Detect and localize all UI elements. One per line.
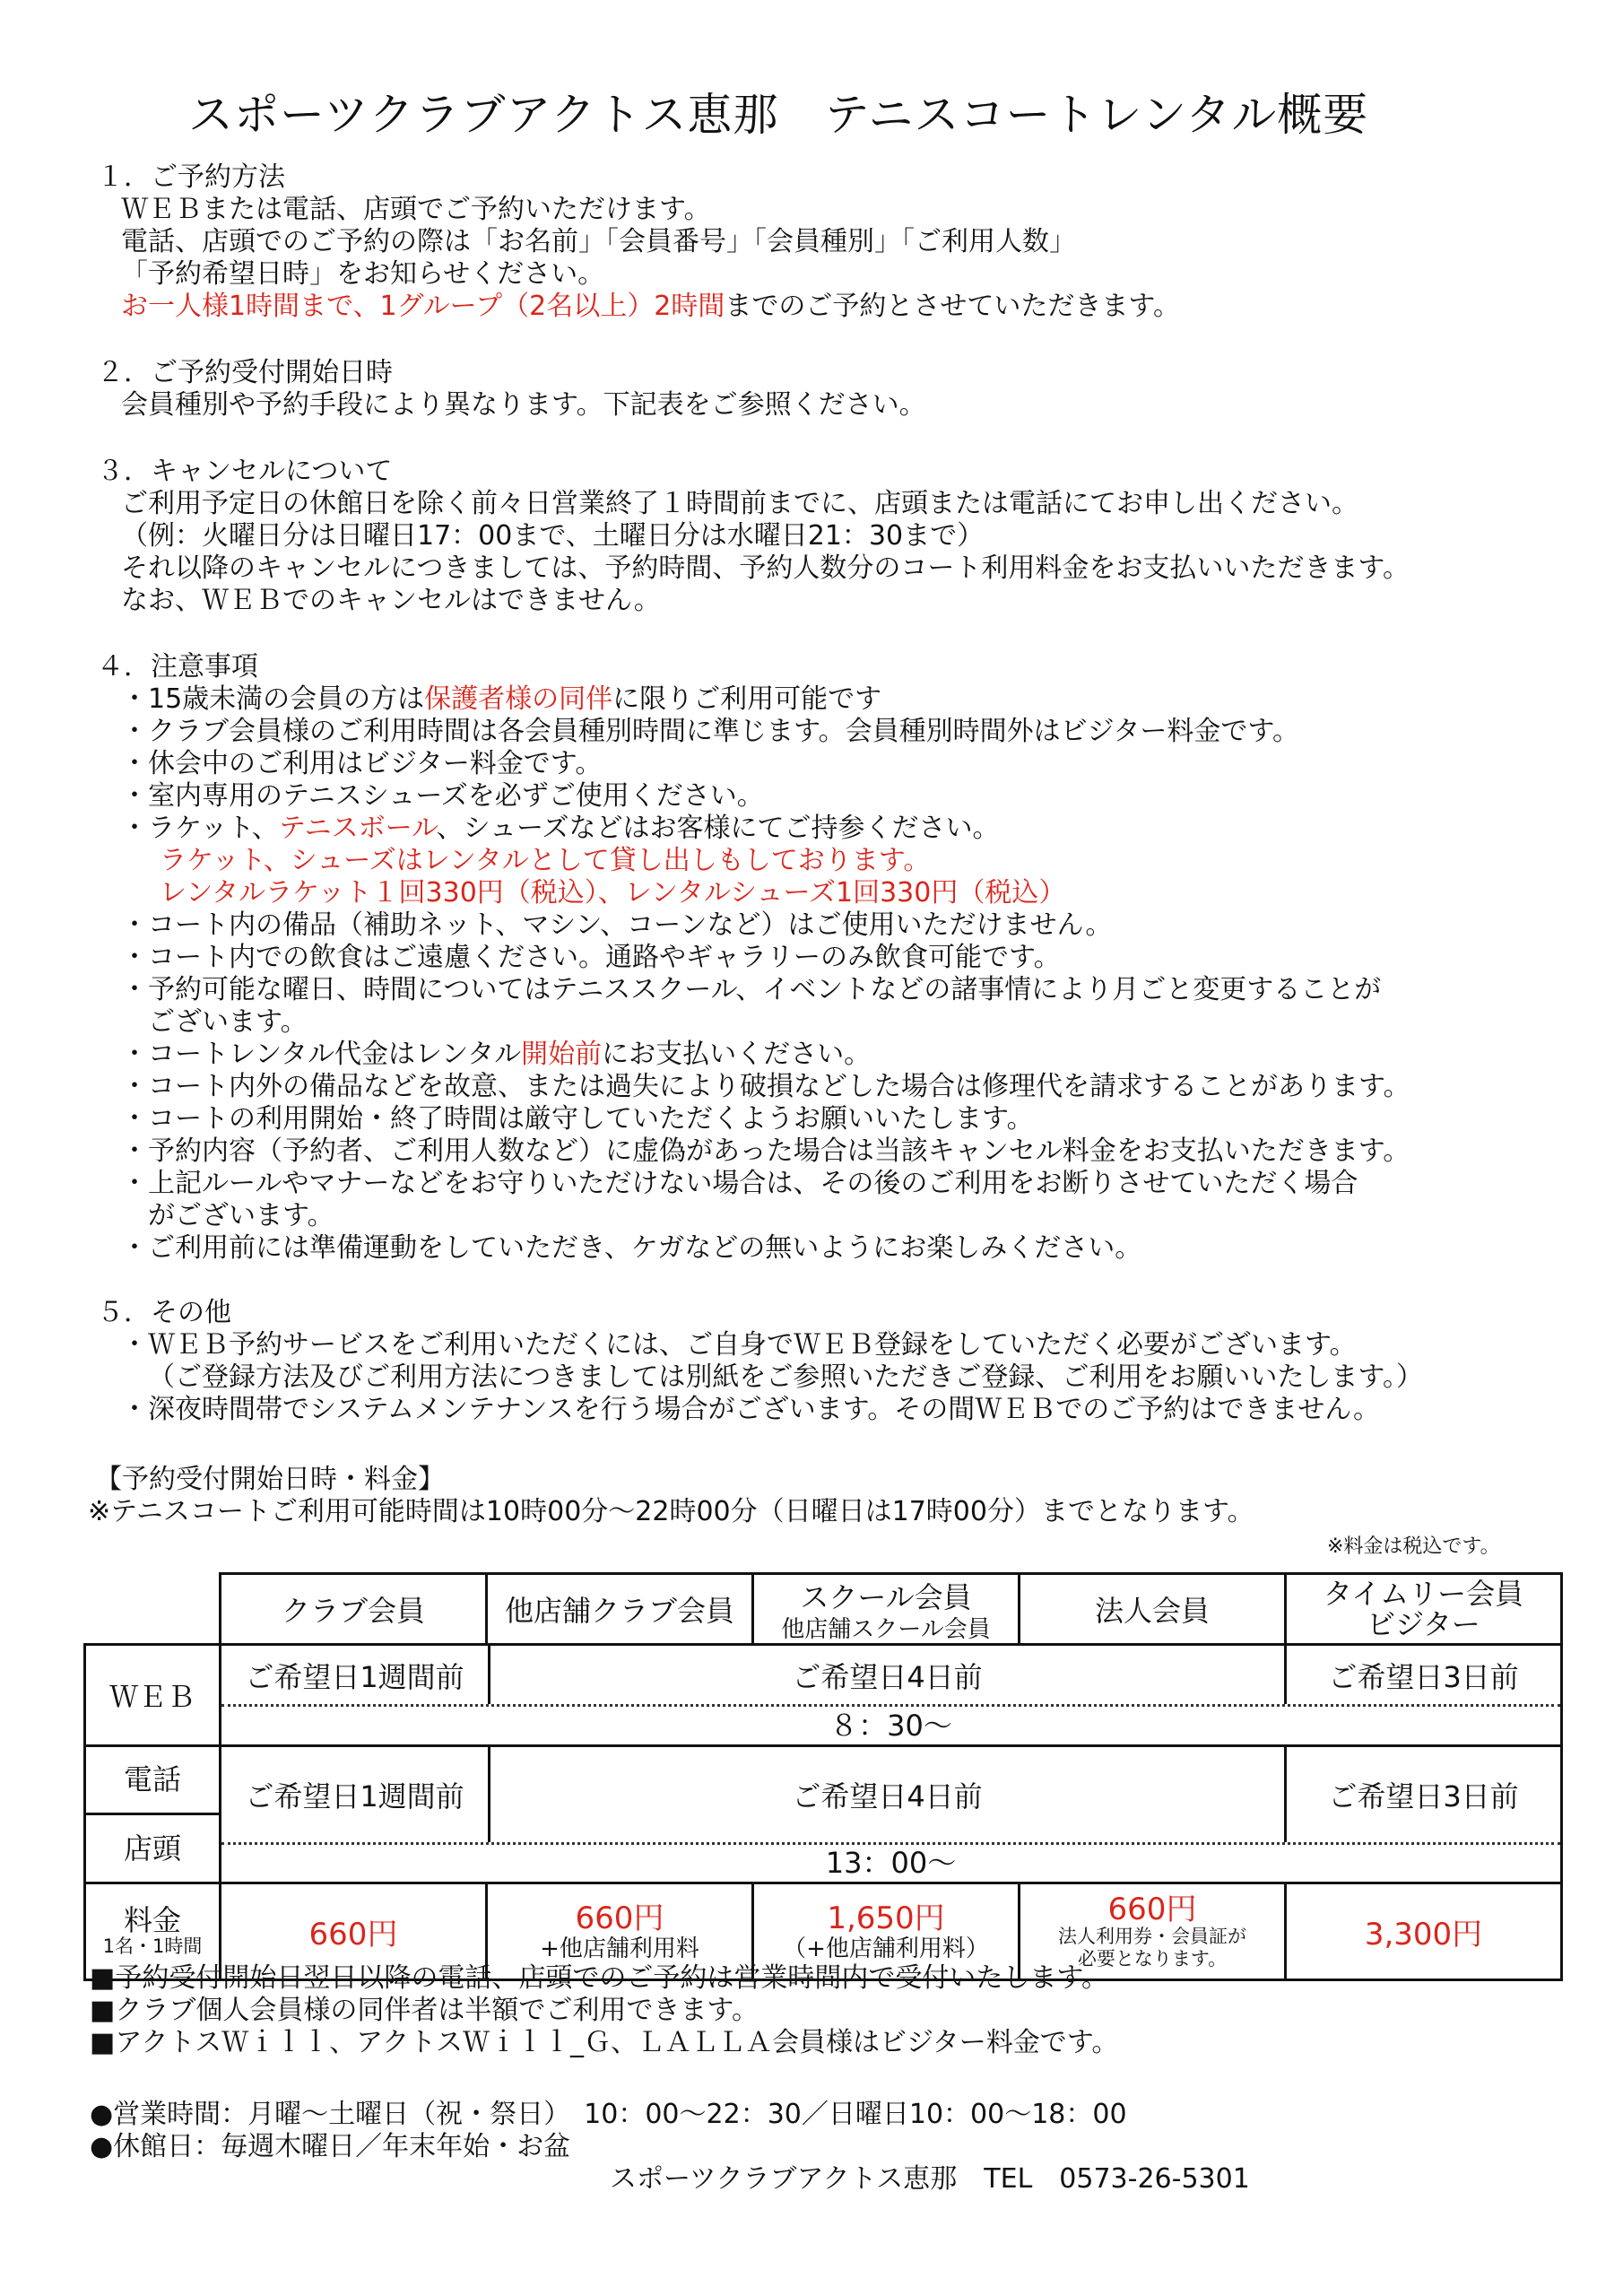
phone-start-time: 13：00～ <box>221 1842 1560 1882</box>
table-row-web <box>85 1645 1562 1746</box>
section-1-line: ＷＥＢまたは電話、店頭でご予約いただけます。 <box>121 194 711 225</box>
header-corporate: 法人会員 <box>1020 1574 1286 1645</box>
table-heading: 【予約受付開始日時・料金】 <box>95 1464 445 1495</box>
web-schedule-cell <box>221 1645 1562 1746</box>
fee-corporate-note: 法人利用券・会員証が <box>1058 1925 1246 1947</box>
other-item: ・ＷＥＢ予約サービスをご利用いただくには、ご自身でＷＥＢ登録をしていただく必要がございます。 <box>121 1329 1357 1361</box>
header-club: クラブ会員 <box>221 1574 487 1645</box>
section-1-line: 電話、店頭でのご予約の際は「お名前」「会員番号」「会員種別」「ご利用人数」 <box>121 226 1076 257</box>
section-4-heading: ４．注意事項 <box>97 651 258 683</box>
notice-item-cont: がございます。 <box>148 1200 334 1231</box>
section-5-heading: ５．その他 <box>97 1297 231 1328</box>
section-3-line: なお、ＷＥＢでのキャンセルはできません。 <box>121 585 661 616</box>
tax-note: ※料金は税込です。 <box>1327 1535 1500 1558</box>
notice-item: ・コート内外の備品などを故意、または過失により破損などした場合は修理代を請求することがあります。 <box>121 1071 1410 1102</box>
web-start-time: ８：30～ <box>221 1704 1560 1744</box>
table-note: ■アクトスＷｉｌｌ、アクトスＷｉｌｌ_Ｇ、ＬＡＬＬＡ会員様はビジター料金です。 <box>90 2027 1119 2058</box>
fee-label-sub: 1名・1時間 <box>102 1935 203 1957</box>
row-label-phone <box>85 1746 221 1883</box>
table-row-phone <box>85 1746 1562 1883</box>
fee-school-sub: （+他店舗利用料） <box>783 1935 989 1962</box>
fee-corporate-note: 必要となります。 <box>1077 1947 1228 1970</box>
section-3-heading: ３．キャンセルについて <box>97 456 393 487</box>
line-text: ・ラケット、 <box>121 813 279 844</box>
line-text: に限りご利用可能です <box>612 683 882 715</box>
red-highlight: 開始前 <box>521 1039 603 1070</box>
table-header-row <box>85 1574 1562 1645</box>
notice-item <box>121 683 881 716</box>
line-text: ・15歳未満の会員の方は <box>121 683 425 715</box>
notice-item: ・室内専用のテニスシューズを必ずご使用ください。 <box>121 780 764 812</box>
table-note: ■予約受付開始日翌日以降の電話、店頭でのご予約は営業時間内で受付いたします。 <box>90 1962 1108 1994</box>
phone-member-start: ご希望日4日前 <box>490 1747 1287 1842</box>
contact-info: スポーツクラブアクトス恵那 TEL 0573-26-5301 <box>610 2163 1250 2195</box>
section-3-line: それ以降のキャンセルにつきましては、予約時間、予約人数分のコート利用料金をお支払いいただきます。 <box>121 552 1410 584</box>
red-highlight: テニスボール <box>278 813 437 844</box>
line-text: までのご予約とさせていただきます。 <box>725 291 1180 322</box>
other-item: ・深夜時間帯でシステムメンテナンスを行う場合がございます。その間ＷＥＢでのご予約はできません。 <box>121 1394 1380 1425</box>
notice-item-cont: ございます。 <box>148 1006 308 1038</box>
fee-other-club-price: 660円 <box>575 1900 664 1936</box>
section-1-line <box>121 291 1180 323</box>
other-item: （ご登録方法及びご利用方法につきましては別紙をご参照いただきご登録、ご利用をお願いいたします。） <box>148 1361 1423 1393</box>
notice-item: ・ご利用前には準備運動をしていただき、ケガなどの無いようにお楽しみください。 <box>121 1232 1142 1264</box>
web-club-start: ご希望日1週間前 <box>221 1646 490 1704</box>
fee-visitor: 3,300円 <box>1286 1883 1562 1980</box>
table-note: ■クラブ個人会員様の同伴者は半額でご利用できます。 <box>90 1995 759 2026</box>
section-3-line: ご利用予定日の休館日を除く前々日営業終了１時間前までに、店頭または電話にてお申し出ください。 <box>121 488 1358 519</box>
web-visitor-start: ご希望日3日前 <box>1328 1659 1519 1694</box>
line-text: 、シューズなどはお客様にてご持参ください。 <box>436 813 1000 844</box>
reservation-table <box>83 1572 1563 1981</box>
fee-school-price: 1,650円 <box>827 1900 945 1936</box>
fee-club: 660円 <box>221 1883 487 1980</box>
notice-item: ・クラブ会員様のご利用時間は各会員種別時間に準じます。会員種別時間外はビジター料金です。 <box>121 716 1299 747</box>
notice-item: ・上記ルールやマナーなどをお守りいただけない場合は、その後のご利用をお断りさせていただく場合 <box>121 1168 1358 1199</box>
business-hours: ●営業時間：月曜～土曜日（祝・祭日） 10：00～22：30／日曜日10：00～18：00 <box>90 2099 1127 2130</box>
section-3-line: （例：火曜日分は日曜日17：00まで、土曜日分は水曜日21：30まで） <box>121 520 985 552</box>
header-timely <box>1286 1574 1562 1645</box>
fee-label: 料金 <box>123 1903 181 1937</box>
phone-club-start: ご希望日1週間前 <box>221 1747 490 1842</box>
notice-item: ・予約内容（予約者、ご利用人数など）に虚偽があった場合は当該キャンセル料金をお支払いただきます。 <box>121 1135 1410 1167</box>
notice-item: ・コート内の備品（補助ネット、マシン、コーンなど）はご使用いただけません。 <box>121 909 1113 941</box>
web-member-start: ご希望日4日前 <box>490 1646 1287 1704</box>
web-schedule-top <box>221 1646 1560 1704</box>
phone-visitor-start: ご希望日3日前 <box>1328 1779 1519 1813</box>
header-visitor-line: ビジター <box>1367 1607 1480 1641</box>
header-timely-line: タイムリー会員 <box>1323 1577 1524 1611</box>
line-text: にお支払いください。 <box>602 1039 872 1070</box>
notice-item <box>121 1039 871 1071</box>
row-label-store: 店頭 <box>123 1831 181 1866</box>
rental-price-note: レンタルラケット１回330円（税込）、レンタルシューズ1回330円（税込） <box>160 877 1066 909</box>
table-corner <box>85 1574 221 1645</box>
fee-other-club-sub: +他店舗利用料 <box>540 1935 699 1962</box>
header-school-sub: 他店舗スクール会員 <box>781 1616 991 1643</box>
notice-item: ・予約可能な曜日、時間についてはテニススクール、イベントなどの諸事情により月ごと変更することが <box>121 974 1382 1005</box>
closed-days: ●休館日：毎週木曜日／年末年始・お盆 <box>90 2131 571 2162</box>
section-1-heading: １．ご予約方法 <box>97 161 285 193</box>
page-title: スポーツクラブアクトス恵那 テニスコートレンタル概要 <box>188 89 1369 141</box>
rental-note: ラケット、シューズはレンタルとして貸し出しもしております。 <box>160 845 931 876</box>
phone-schedule-cell <box>221 1746 1562 1883</box>
red-highlight: お一人様1時間まで、1グループ（2名以上）2時間 <box>121 291 725 322</box>
notice-item: ・休会中のご利用はビジター料金です。 <box>121 748 603 779</box>
section-1-line: 「予約希望日時」をお知らせください。 <box>121 258 605 290</box>
header-other-club: 他店舗クラブ会員 <box>487 1574 753 1645</box>
phone-schedule-top <box>221 1747 1560 1842</box>
red-highlight: 保護者様の同伴 <box>424 683 613 715</box>
row-label-phone-top: 電話 <box>86 1747 219 1815</box>
line-text: ・コートレンタル代金はレンタル <box>121 1039 522 1070</box>
header-school-line: スクール会員 <box>800 1580 972 1614</box>
availability-note: ※テニスコートご利用可能時間は10時00分～22時00分（日曜日は17時00分）までとなります。 <box>88 1496 1254 1527</box>
section-2-heading: ２．ご予約受付開始日時 <box>97 357 393 388</box>
fee-corporate-price: 660円 <box>1107 1891 1197 1927</box>
header-school <box>753 1574 1020 1645</box>
row-label-web: ＷＥＢ <box>85 1645 221 1746</box>
notice-item: ・コートの利用開始・終了時間は厳守していただくようお願いいたします。 <box>121 1103 1034 1135</box>
notice-item: ・コート内での飲食はご遠慮ください。通路やギャラリーのみ飲食可能です。 <box>121 942 1061 973</box>
section-2-line: 会員種別や予約手段により異なります。下記表をご参照ください。 <box>121 389 926 421</box>
notice-item <box>121 813 1000 845</box>
